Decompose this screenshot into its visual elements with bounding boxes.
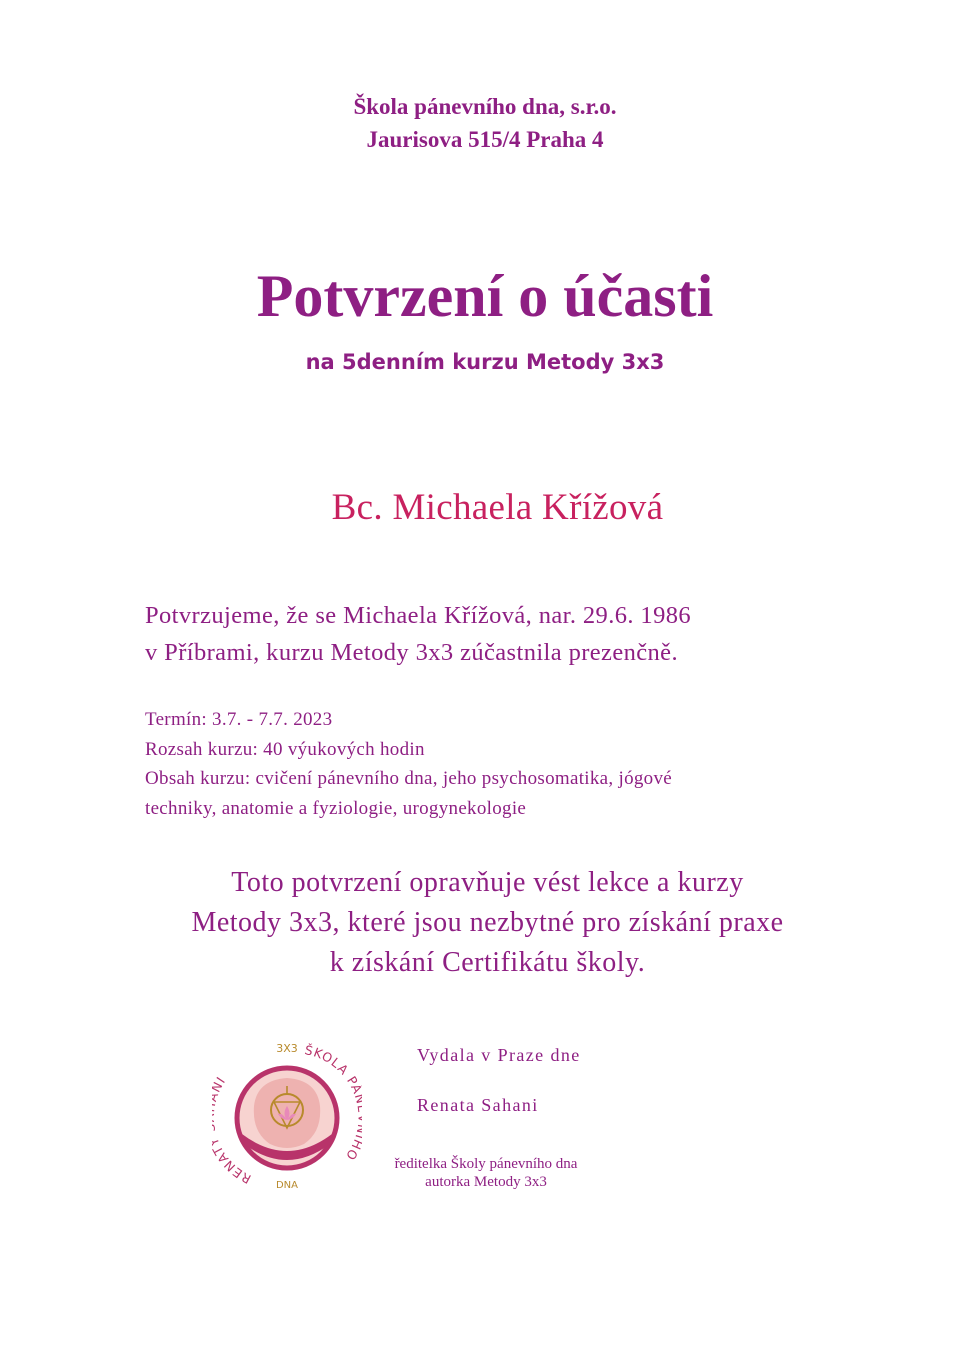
course-scope: Rozsah kurzu: 40 výukových hodin [145,738,425,760]
confirmation-text [145,597,845,671]
pelvic-lotus-logo-icon [212,1036,362,1194]
school-logo [212,1036,362,1194]
confirmation-line-2: v Příbrami, kurzu Metody 3x3 zúčastnila prezenčně. [145,639,678,666]
course-content-line-2: techniky, anatomie a fyziologie, urogynekologie [145,797,527,819]
confirmation-line-1: Potvrzujeme, že se Michaela Křížová, nar. 29.6. 1986 [145,602,692,629]
logo-right-arc-text: ŠKOLA P O [303,1042,361,1164]
signer-role [372,1155,600,1191]
logo-left-arc-text: RENA I [213,1073,254,1187]
issued-in-prague: Vydala v Praze dne [417,1045,581,1065]
signer-name: Renata Sahani [417,1095,539,1115]
course-details [145,705,845,823]
course-content-line-1: Obsah kurzu: cvičení pánevního dna, jeho psychosomatika, jógové [145,768,673,789]
statement-line-3: k získání Certifikátu školy. [329,947,646,978]
school-name: Škola pánevního dna, s.r.o. [353,94,617,119]
document-title: Potvrzení o účasti [256,263,714,329]
statement-line-1: Toto potvrzení opravňuje vést lekce a kurzy [231,867,744,898]
course-term: Termín: 3.7. - 7.7. 2023 [145,709,333,730]
participant-name: Bc. Michaela Křížová [331,487,664,528]
school-header [0,90,970,156]
signer-role-line-1: ředitelka Školy pánevního dna [394,1156,578,1172]
document-subtitle: na 5denním kurzu Metody 3x3 [305,350,665,374]
logo-top-text: 3X3 [276,1042,298,1055]
authorization-statement [0,863,970,983]
signer-role-line-2: autorka Metody 3x3 [425,1174,547,1190]
school-address: Jaurisova 515/4 Praha 4 [366,127,604,152]
statement-line-2: Metody 3x3, které jsou nezbytné pro získání praxe [191,907,784,938]
logo-bottom-text: DNA [275,1180,299,1191]
